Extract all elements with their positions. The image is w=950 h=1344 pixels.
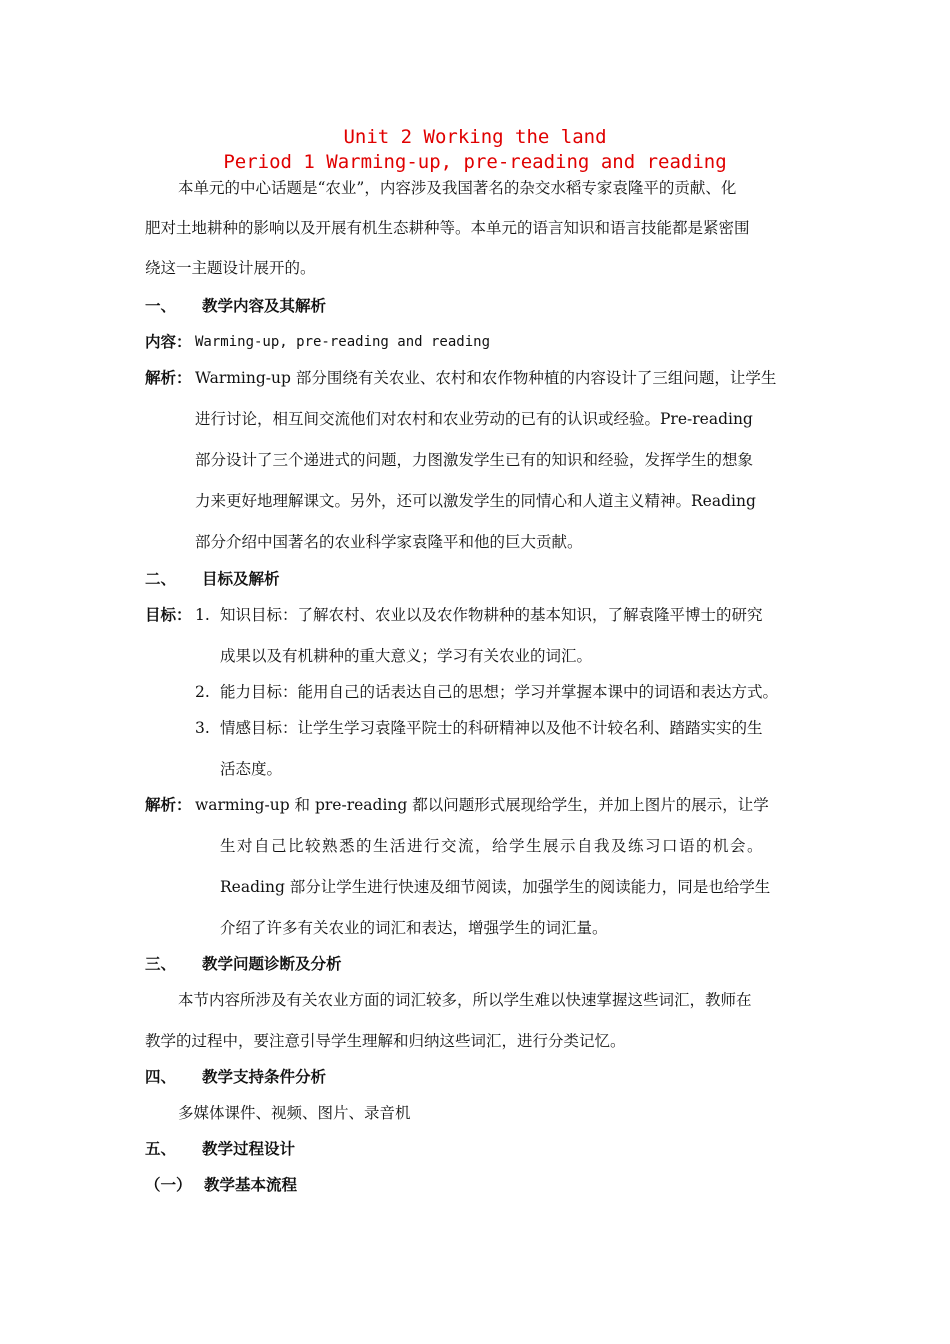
goal-3-line-1: 情感目标：让学生学习袁隆平院士的科研精神以及他不计较名利、踏踏实实的生 <box>220 719 763 737</box>
goal-label: 目标： <box>145 605 192 624</box>
goal-1-line-1: 知识目标：了解农村、农业以及农作物耕种的基本知识，了解袁隆平博士的研究 <box>220 606 763 624</box>
analysis-1-line-1: Warming-up 部分围绕有关农业、农村和农作物种植的内容设计了三组问题，让学生 <box>195 369 777 387</box>
section-3-line-1: 本节内容所涉及有关农业方面的词汇较多，所以学生难以快速掌握这些词汇，教师在 <box>178 991 752 1009</box>
goal-1-line-2: 成果以及有机耕种的重大意义；学习有关农业的词汇。 <box>220 647 593 665</box>
analysis-2-line-4: 介绍了许多有关农业的词汇和表达，增强学生的词汇量。 <box>220 919 608 937</box>
goal-2-number: 2. <box>195 683 210 701</box>
subsection-heading: 教学基本流程 <box>204 1175 298 1194</box>
intro-line-2: 肥对土地耕种的影响以及开展有机生态耕种等。本单元的语言知识和语言技能都是紧密围 <box>145 219 750 237</box>
analysis-1-line-3: 部分设计了三个递进式的问题，力图激发学生已有的知识和经验，发挥学生的想象 <box>195 451 754 469</box>
section-3-line-2: 教学的过程中，要注意引导学生理解和归纳这些词汇，进行分类记忆。 <box>145 1032 626 1050</box>
section-1-heading: 教学内容及其解析 <box>202 296 327 315</box>
analysis-1-line-5: 部分介绍中国著名的农业科学家袁隆平和他的巨大贡献。 <box>195 533 583 551</box>
section-4-line-1: 多媒体课件、视频、图片、录音机 <box>178 1104 411 1122</box>
period-title: Period 1 Warming-up, pre-reading and reading <box>223 151 727 173</box>
section-4-heading: 教学支持条件分析 <box>202 1067 327 1086</box>
analysis-1-line-4: 力来更好地理解课文。另外，还可以激发学生的同情心和人道主义精神。Reading <box>195 492 756 510</box>
section-1-number: 一、 <box>145 296 177 315</box>
goal-3-number: 3. <box>195 719 210 737</box>
content-text: Warming-up, pre-reading and reading <box>195 334 491 350</box>
section-2-number: 二、 <box>145 569 177 588</box>
analysis-2-line-2: 生对自己比较熟悉的生活进行交流，给学生展示自我及练习口语的机会。 <box>220 837 765 855</box>
analysis-2-line-1: warming-up 和 pre-reading 都以问题形式展现给学生，并加上图片的展示，让学 <box>195 796 769 814</box>
intro-line-3: 绕这一主题设计展开的。 <box>145 259 316 277</box>
section-3-number: 三、 <box>145 954 177 973</box>
content-label: 内容： <box>145 332 192 351</box>
goal-2-line-1: 能力目标：能用自己的话表达自己的思想；学习并掌握本课中的词语和表达方式。 <box>220 683 779 701</box>
analysis-label-2: 解析： <box>145 795 192 814</box>
goal-1-number: 1. <box>195 606 210 624</box>
analysis-2-line-3: Reading 部分让学生进行快速及细节阅读，加强学生的阅读能力，同是也给学生 <box>220 878 771 896</box>
analysis-1-line-2: 进行讨论，相互间交流他们对农村和农业劳动的已有的认识或经验。Pre-reading <box>195 410 753 428</box>
unit-title: Unit 2 Working the land <box>343 126 607 148</box>
analysis-label-1: 解析： <box>145 368 192 387</box>
section-5-heading: 教学过程设计 <box>202 1139 296 1158</box>
section-2-heading: 目标及解析 <box>202 569 280 588</box>
goal-3-line-2: 活态度。 <box>220 760 283 778</box>
intro-line-1: 本单元的中心话题是“农业”，内容涉及我国著名的杂交水稻专家袁隆平的贡献、化 <box>178 179 737 197</box>
section-3-heading: 教学问题诊断及分析 <box>202 954 342 973</box>
section-5-number: 五、 <box>145 1139 177 1158</box>
section-4-number: 四、 <box>145 1067 177 1086</box>
subsection-number: （一） <box>145 1175 192 1194</box>
